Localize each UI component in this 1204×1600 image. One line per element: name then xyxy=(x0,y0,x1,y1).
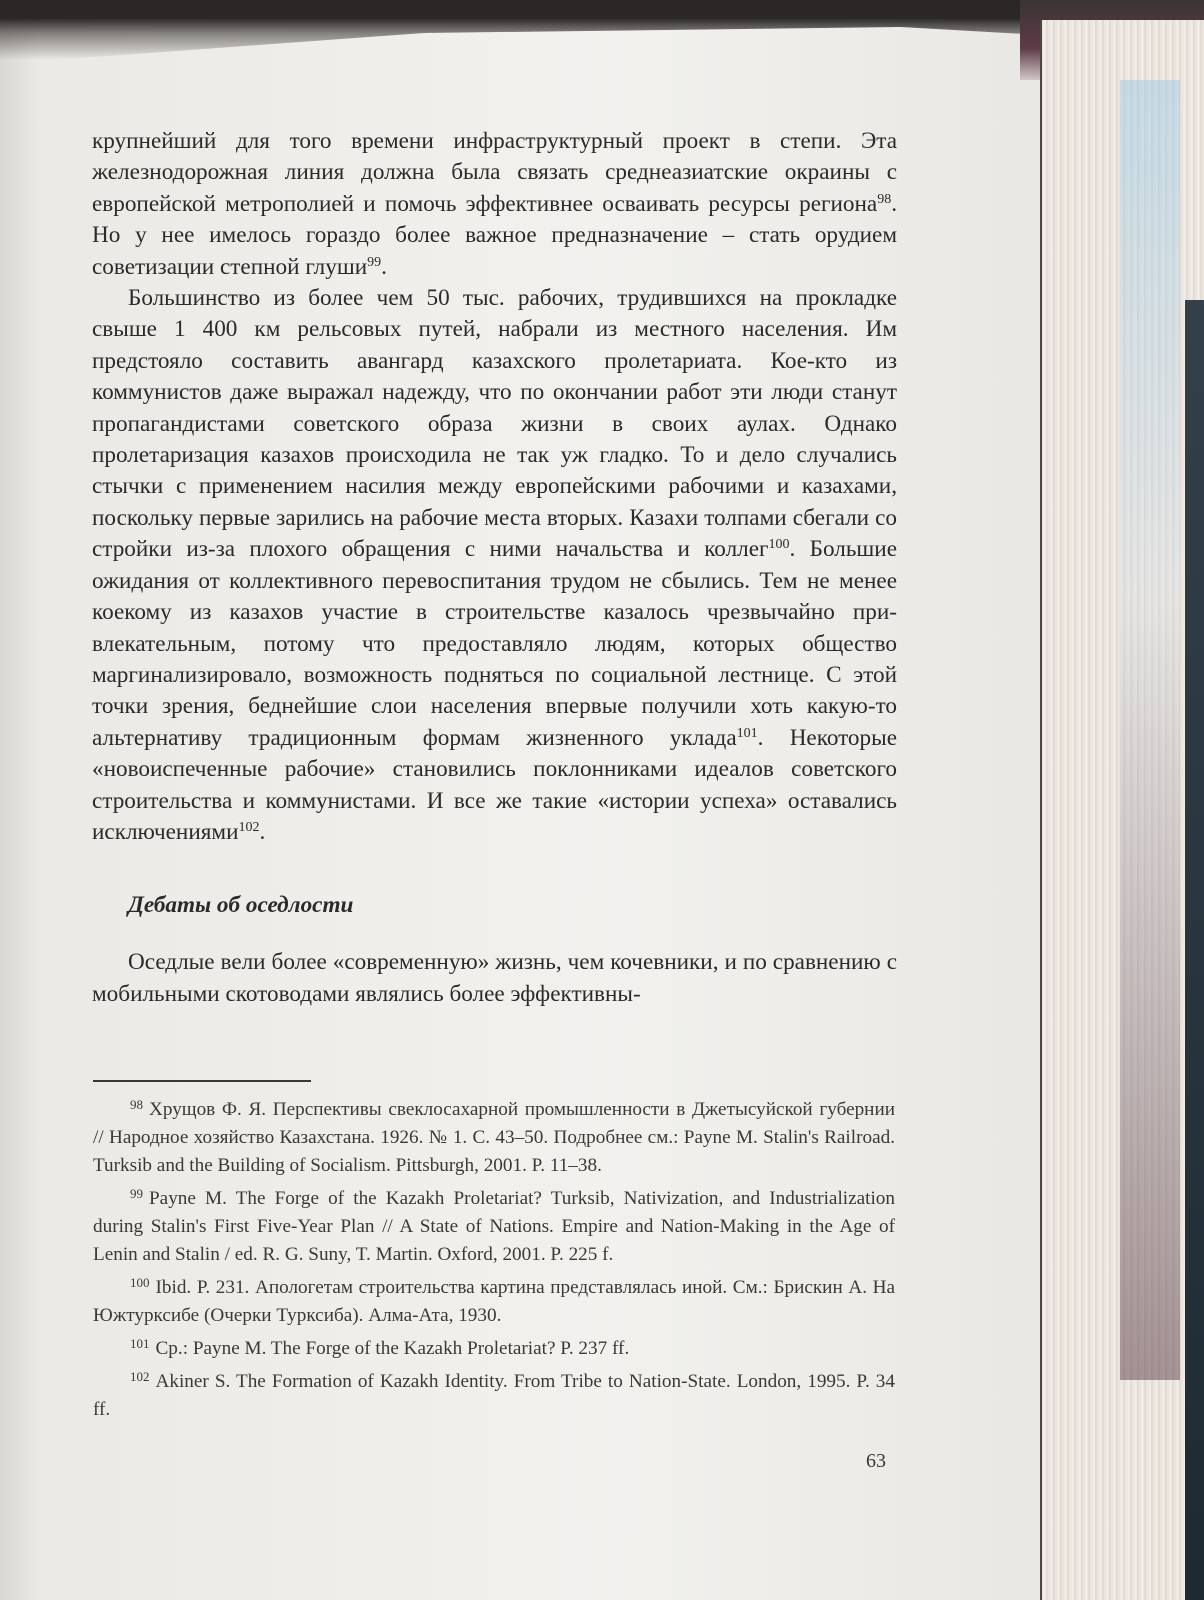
footnotes xyxy=(93,1096,895,1429)
paragraph-1-text-3: . xyxy=(381,253,387,280)
paragraph-2-text-4: . xyxy=(259,818,266,845)
footnote-101 xyxy=(93,1335,895,1363)
footnote-ref-102[interactable]: 102 xyxy=(238,819,260,835)
footnote-text: Akiner S. The Formation of Kazakh Identity. From Tribe to Nation-State. London, 1995. P. 34 ff. xyxy=(93,1371,895,1420)
paragraph-1-text: крупнейший для того времени инфраструктурный проект в степи. Эта железнодорожная линия должна была связать среднеазиатские окраины с европейской метрополией и помочь эффективнее осваивать ресурсы региона xyxy=(92,128,897,217)
footnote-100 xyxy=(93,1274,895,1330)
footnote-number: 102 xyxy=(130,1369,150,1384)
paragraph-1 xyxy=(92,126,897,283)
footnote-ref-99[interactable]: 99 xyxy=(367,254,382,270)
paragraph-2-text-3: . Некоторые «новоиспеченные рабочие» становились поклонниками идеалов советского строительства и коммунистами. И все же такие «истории успеха» оставались исключениями xyxy=(92,724,897,845)
footnote-102 xyxy=(93,1368,895,1424)
page-number: 63 xyxy=(866,1450,886,1472)
paragraph-1-text-2: . Но у нее имелось гораздо более важное предназначение – стать орудием советизации степной глуши xyxy=(92,190,897,280)
main-text xyxy=(92,126,897,1010)
footnote-separator xyxy=(93,1080,311,1082)
book-edge-dark xyxy=(1185,300,1204,1600)
footnote-number: 98 xyxy=(130,1097,143,1112)
footnote-99 xyxy=(93,1185,895,1269)
footnote-text: Хрущов Ф. Я. Перспективы свеклосахарной промышленности в Джетысуйской губернии // Народное хозяйство Казахстана. 1926. № 1. С. 43–50. Подробнее см.: Payne M. Stalin's Railroad. Turksib and the Building of Socialism. Pittsburgh, 2001. P. 11–38. xyxy=(93,1099,895,1176)
footnote-ref-101[interactable]: 101 xyxy=(736,725,758,741)
footnote-number: 101 xyxy=(130,1336,150,1351)
footnote-ref-100[interactable]: 100 xyxy=(768,537,790,553)
page-left-curl xyxy=(0,0,40,1600)
footnote-98 xyxy=(93,1096,895,1180)
paragraph-2-text-2: . Большие ожидания от коллективного перевоспитания трудом не сбылись. Тем не менее коекому из казахов участие в строительстве казалось чрезвычайно привлекательным, потому что предоставляло людям, которых общество маргинализировало, возможность подняться по социальной лестнице. С этой точки зрения, беднейшие слои населения впервые получили хоть какую-то альтернативу традиционным формам жизненного уклада xyxy=(92,536,897,751)
paragraph-3: Оседлые вели более «современную» жизнь, чем кочевники, и по сравнению с мобильными скотоводами являлись более эффективны- xyxy=(92,949,897,1007)
footnote-number: 100 xyxy=(130,1275,150,1290)
paragraph-2 xyxy=(92,283,897,848)
footnote-ref-98[interactable]: 98 xyxy=(877,191,892,207)
section-heading: Дебаты об оседлости xyxy=(128,892,354,919)
footnote-text: Payne M. The Forge of the Kazakh Proletariat? Turksib, Nativization, and Industrialization during Stalin's First Five-Year Plan // A State of Nations. Empire and Nation-Making in the Age of Lenin and Stalin / ed. R. G. Suny, T. Martin. Oxford, 2001. P. 225 f. xyxy=(93,1188,895,1265)
paragraph-2-text: Большинство из более чем 50 тыс. рабочих, трудившихся на прокладке свыше 1 400 км рельсовых путей, набрали из местного населения. Им предстояло составить авангард казахского пролетариата. Кое-кто из коммунистов даже выражал надежду, что по окончании работ эти люди станут пропагандистами советского образа жизни в своих аулах. Однако пролетаризация казахов происходила не так уж гладко. То и дело случались стычки с применением насилия между европейскими рабочими и казахами, поскольку первые зарились на рабочие места вторых. Казахи толпами сбегали со стройки из-за плохого обращения с ними начальства и коллег xyxy=(92,285,897,563)
book-edge-tint xyxy=(1120,80,1180,1380)
footnote-text: Ibid. P. 231. Апологетам строительства картина представлялась иной. См.: Брискин А. На Южтурксибе (Очерки Турксиба). Алма-Ата, 1930. xyxy=(93,1277,895,1326)
footnote-number: 99 xyxy=(130,1186,143,1201)
footnote-text: Ср.: Payne M. The Forge of the Kazakh Proletariat? P. 237 ff. xyxy=(155,1338,630,1359)
